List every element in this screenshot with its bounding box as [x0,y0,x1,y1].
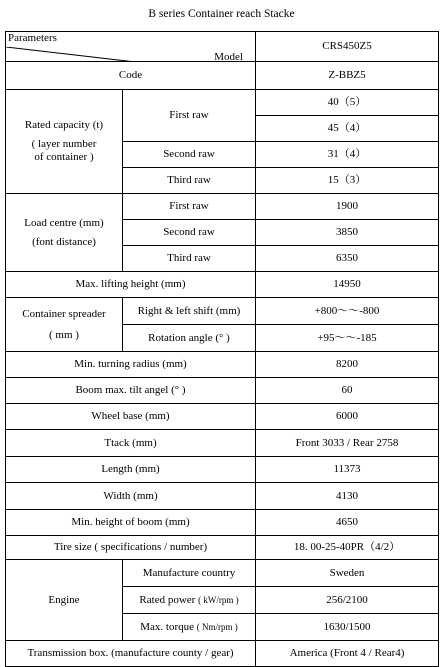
table-row-code [6,62,439,90]
length-label: Length (mm) [6,457,256,483]
spec-table [5,31,439,667]
turning-radius-value: 8200 [256,352,439,378]
boom-height-label: Min. height of boom (mm) [6,510,256,536]
engine-power-value: 256/2100 [256,587,439,614]
capacity-first-raw: First raw [123,90,256,142]
table-row-track [6,430,439,457]
load-centre-label-1: Load centre (mm) [24,216,104,229]
width-label: Width (mm) [6,483,256,510]
engine-torque-unit: ( Nm/rpm ) [196,621,238,632]
load-centre-label [6,194,123,272]
wheel-base-value: 6000 [256,404,439,430]
transmission-label: Transmission box. (manufacture county / gear) [6,641,256,667]
engine-power-cell [123,587,256,614]
shift-value: +800～～-800 [256,298,439,325]
length-value: 11373 [256,457,439,483]
tire-label: Tire size ( specifications / number) [6,536,256,560]
load-centre-label-2: (font distance) [32,235,96,248]
header-diagonal-cell [6,32,256,62]
document-title: B series Container reach Stacke [148,8,295,20]
turning-radius-label: Min. turning radius (mm) [6,352,256,378]
max-lifting-value: 14950 [256,272,439,298]
table-row-wheel-base [6,404,439,430]
header-model: Model [214,50,243,62]
tire-value: 18. 00-25-40PR（4/2） [256,536,439,560]
boom-tilt-value: 60 [256,378,439,404]
engine-torque-value: 1630/1500 [256,614,439,641]
engine-country-label: Manufacture country [123,560,256,587]
boom-tilt-label: Boom max. tilt angel (° ) [6,378,256,404]
rated-capacity-label [6,90,123,194]
boom-height-value: 4650 [256,510,439,536]
load-value-2: 3850 [256,220,439,246]
capacity-value-1: 40（5） [256,90,439,116]
table-row-turning [6,352,439,378]
load-second-raw: Second raw [123,220,256,246]
capacity-value-2: 45（4） [256,116,439,142]
table-header-row [6,32,439,62]
capacity-second-raw: Second raw [123,142,256,168]
track-value: Front 3033 / Rear 2758 [256,430,439,457]
table-row-engine-1 [6,560,439,587]
rotation-label: Rotation angle (° ) [123,325,256,352]
rotation-value: +95～～-185 [256,325,439,352]
engine-torque-label: Max. torque [140,620,194,633]
rated-capacity-label-1: Rated capacity (t) [24,119,104,131]
table-row-capacity-1 [6,90,439,116]
engine-label: Engine [6,560,123,641]
table-row-spreader-1 [6,298,439,325]
header-parameters: Parameters [8,31,57,44]
engine-power-unit: ( kW/rpm ) [198,594,239,605]
table-row-transmission [6,641,439,667]
table-row-width [6,483,439,510]
capacity-value-3: 31（4） [256,142,439,168]
rated-capacity-label-3: of container ) [34,151,94,163]
track-label: Ttack (mm) [6,430,256,457]
capacity-value-4: 15（3） [256,168,439,194]
transmission-value: America (Front 4 / Rear4) [256,641,439,667]
rated-capacity-label-2: ( layer number [31,138,97,150]
engine-country-value: Sweden [256,560,439,587]
capacity-third-raw: Third raw [123,168,256,194]
table-row-tire [6,536,439,560]
engine-torque-cell [123,614,256,641]
code-value: Z-BBZ5 [256,62,439,90]
spreader-label-2: ( mm ) [49,328,79,341]
code-label: Code [6,62,256,90]
spreader-label-1: Container spreader [22,307,106,320]
width-value: 4130 [256,483,439,510]
max-lifting-label: Max. lifting height (mm) [6,272,256,298]
model-value: CRS450Z5 [256,32,439,62]
load-third-raw: Third raw [123,246,256,272]
table-row-load-1 [6,194,439,220]
load-value-1: 1900 [256,194,439,220]
wheel-base-label: Wheel base (mm) [6,404,256,430]
engine-power-label: Rated power [139,593,196,606]
table-row-length [6,457,439,483]
load-first-raw: First raw [123,194,256,220]
load-value-3: 6350 [256,246,439,272]
table-row-max-lifting [6,272,439,298]
shift-label: Right & left shift (mm) [123,298,256,325]
spreader-label [6,298,123,352]
table-row-boom-height [6,510,439,536]
table-row-boom-tilt [6,378,439,404]
